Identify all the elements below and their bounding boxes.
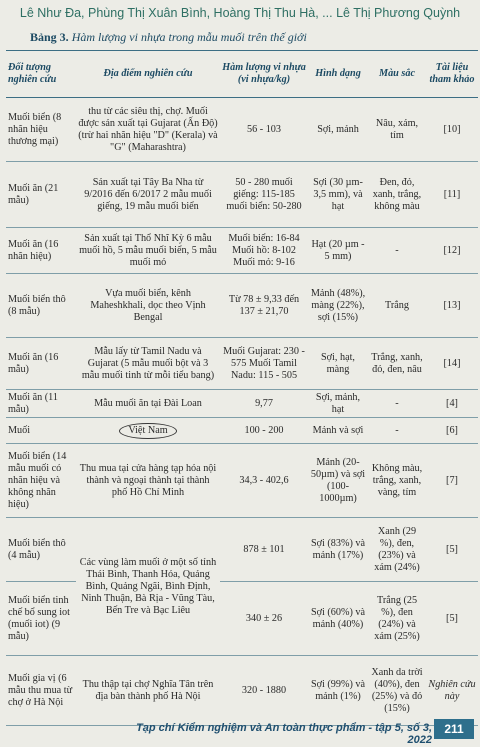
cell-content: Muối Gujarat: 230 - 575 Muối Tamil Nadu: 115 - 505 [220,338,308,390]
table-row [6,228,478,274]
header-subject: Đối tượng nghiên cứu [6,51,76,98]
table-row [6,338,478,390]
cell-location: Mẫu lấy từ Tamil Nadu và Gujarat (5 mẫu muối bột và 3 mẫu muối tinh từ mỗi tiểu bang) [76,338,220,390]
cell-subject: Muối biển (14 mẫu muối có nhãn hiệu và không nhãn hiệu) [6,444,76,518]
table-row [6,418,478,444]
cell-reference: [5] [426,582,478,656]
cell-subject: Muối ăn (11 mẫu) [6,390,76,418]
cell-color: Trắng, xanh, đỏ, đen, nâu [368,338,426,390]
cell-subject: Muối gia vị (6 mẫu thu mua từ chợ ở Hà Nội [6,656,76,726]
cell-shape: Sợi, mảnh [308,98,368,162]
cell-content: 320 - 1880 [220,656,308,726]
caption-text: Hàm lượng vi nhựa trong mẫu muối trên thế giới [68,30,307,44]
table-row [6,98,478,162]
cell-content: 9,77 [220,390,308,418]
cell-color: - [368,228,426,274]
cell-color: Không màu, trắng, xanh, vàng, tím [368,444,426,518]
cell-content: 56 - 103 [220,98,308,162]
cell-subject: Muối biển thô (8 mẫu) [6,274,76,338]
cell-location: Thu thập tại chợ Nghĩa Tân trên địa bàn thành phố Hà Nội [76,656,220,726]
cell-location: Các vùng làm muối ở một số tỉnh Thái Bình, Thanh Hóa, Quảng Bình, Quảng Ngãi, Bình Định, Ninh Thuận, Bà Rịa - Vũng Tàu, Bến Tre và Bạc Liêu [76,518,220,656]
page-footer [0,714,480,747]
header-content: Hàm lượng vi nhựa (vi nhựa/kg) [220,51,308,98]
page-number: 211 [434,719,474,739]
cell-reference: [7] [426,444,478,518]
cell-color: - [368,418,426,444]
cell-reference: [11] [426,162,478,228]
cell-location-circled: Việt Nam [119,423,176,439]
cell-color: Xanh (29 %), đen, (23%) và xám (24%) [368,518,426,582]
cell-subject: Muối ăn (16 mẫu) [6,338,76,390]
cell-location: Sản xuất tại Tây Ba Nha từ 9/2016 đến 6/2017 2 mẫu muối giếng, 19 mẫu muối biển [76,162,220,228]
cell-reference: [6] [426,418,478,444]
cell-shape: Hạt (20 µm - 5 mm) [308,228,368,274]
cell-location: Sản xuất tại Thổ Nhĩ Kỳ 6 mẫu muối hồ, 5 mẫu muối biển, 5 mẫu muối mỏ [76,228,220,274]
cell-subject: Muối biển tinh chế bổ sung iot (muối iot) (9 mẫu) [6,582,76,656]
cell-content: 878 ± 101 [220,518,308,582]
cell-reference: [12] [426,228,478,274]
cell-shape: Mảnh (48%), màng (22%), sợi (15%) [308,274,368,338]
table-header-row [6,51,478,98]
cell-location: Thu mua tại cửa hàng tạp hóa nội thành và ngoại thành tại thành phố Hồ Chí Minh [76,444,220,518]
cell-subject: Muối biển (8 nhãn hiệu thương mại) [6,98,76,162]
cell-subject: Muối ăn (16 nhãn hiệu) [6,228,76,274]
header-location: Địa điểm nghiên cứu [76,51,220,98]
cell-shape: Sợi (60%) và mảnh (40%) [308,582,368,656]
cell-reference: [10] [426,98,478,162]
cell-reference: [14] [426,338,478,390]
header-color: Màu sắc [368,51,426,98]
cell-shape: Sợi (83%) và mảnh (17%) [308,518,368,582]
cell-subject: Muối biển thô (4 mẫu) [6,518,76,582]
cell-content: 34,3 - 402,6 [220,444,308,518]
cell-content: Từ 78 ± 9,33 đến 137 ± 21,70 [220,274,308,338]
cell-shape: Sợi, mảnh, hạt [308,390,368,418]
cell-reference: [5] [426,518,478,582]
cell-location: Mẫu muối ăn tại Đài Loan [76,390,220,418]
microplastic-table [6,50,478,726]
cell-content: 50 - 280 muối giếng: 115-185 muối biển: 50-280 [220,162,308,228]
cell-color: - [368,390,426,418]
cell-shape: Sợi, hạt, màng [308,338,368,390]
authors-line: Lê Như Đa, Phùng Thị Xuân Bình, Hoàng Thị Thu Hà, ... Lê Thị Phương Quỳnh [19,6,461,20]
cell-location: thu từ các siêu thị, chợ. Muối được sản xuất tại Gujarat (Ấn Độ) (trừ hai nhãn hiệu "D" (Kerala) và "G" (Maharashtra) [76,98,220,162]
cell-color: Trắng (25 %), đen (24%) và xám (25%) [368,582,426,656]
cell-reference: [4] [426,390,478,418]
cell-color: Trắng [368,274,426,338]
cell-shape: Mảnh và sợi [308,418,368,444]
cell-color: Xanh da trời (40%), đen (25%) và đỏ (15%) [368,656,426,726]
caption-label: Bảng 3. [30,30,69,44]
table-caption [30,30,470,45]
cell-shape: Sợi (30 µm-3,5 mm), và hạt [308,162,368,228]
header-reference: Tài liệu tham khảo [426,51,478,98]
header-shape: Hình dạng [308,51,368,98]
cell-subject: Muối ăn (21 mẫu) [6,162,76,228]
table-row [6,390,478,418]
cell-reference: [13] [426,274,478,338]
journal-name: Tạp chí Kiểm nghiệm và An toàn thực phẩm - tập 5, số 3, 2022 [136,722,432,746]
cell-shape: Sợi (99%) và mảnh (1%) [308,656,368,726]
table-row [6,518,478,582]
cell-location: Vựa muối biển, kênh Maheshkhali, dọc theo Vịnh Bengal [76,274,220,338]
cell-shape: Mảnh (20-50µm) và sợi (100-1000µm) [308,444,368,518]
table-row [6,444,478,518]
cell-content: Muối biển: 16-84 Muối hồ: 8-102 Muối mỏ: 9-16 [220,228,308,274]
table-row [6,274,478,338]
table-row [6,162,478,228]
cell-content: 340 ± 26 [220,582,308,656]
running-header [0,0,480,28]
cell-subject: Muối [6,418,76,444]
cell-color: Nâu, xám, tím [368,98,426,162]
cell-reference: Nghiên cứu này [428,678,476,702]
cell-content: 100 - 200 [220,418,308,444]
cell-color: Đen, đỏ, xanh, trắng, không màu [368,162,426,228]
